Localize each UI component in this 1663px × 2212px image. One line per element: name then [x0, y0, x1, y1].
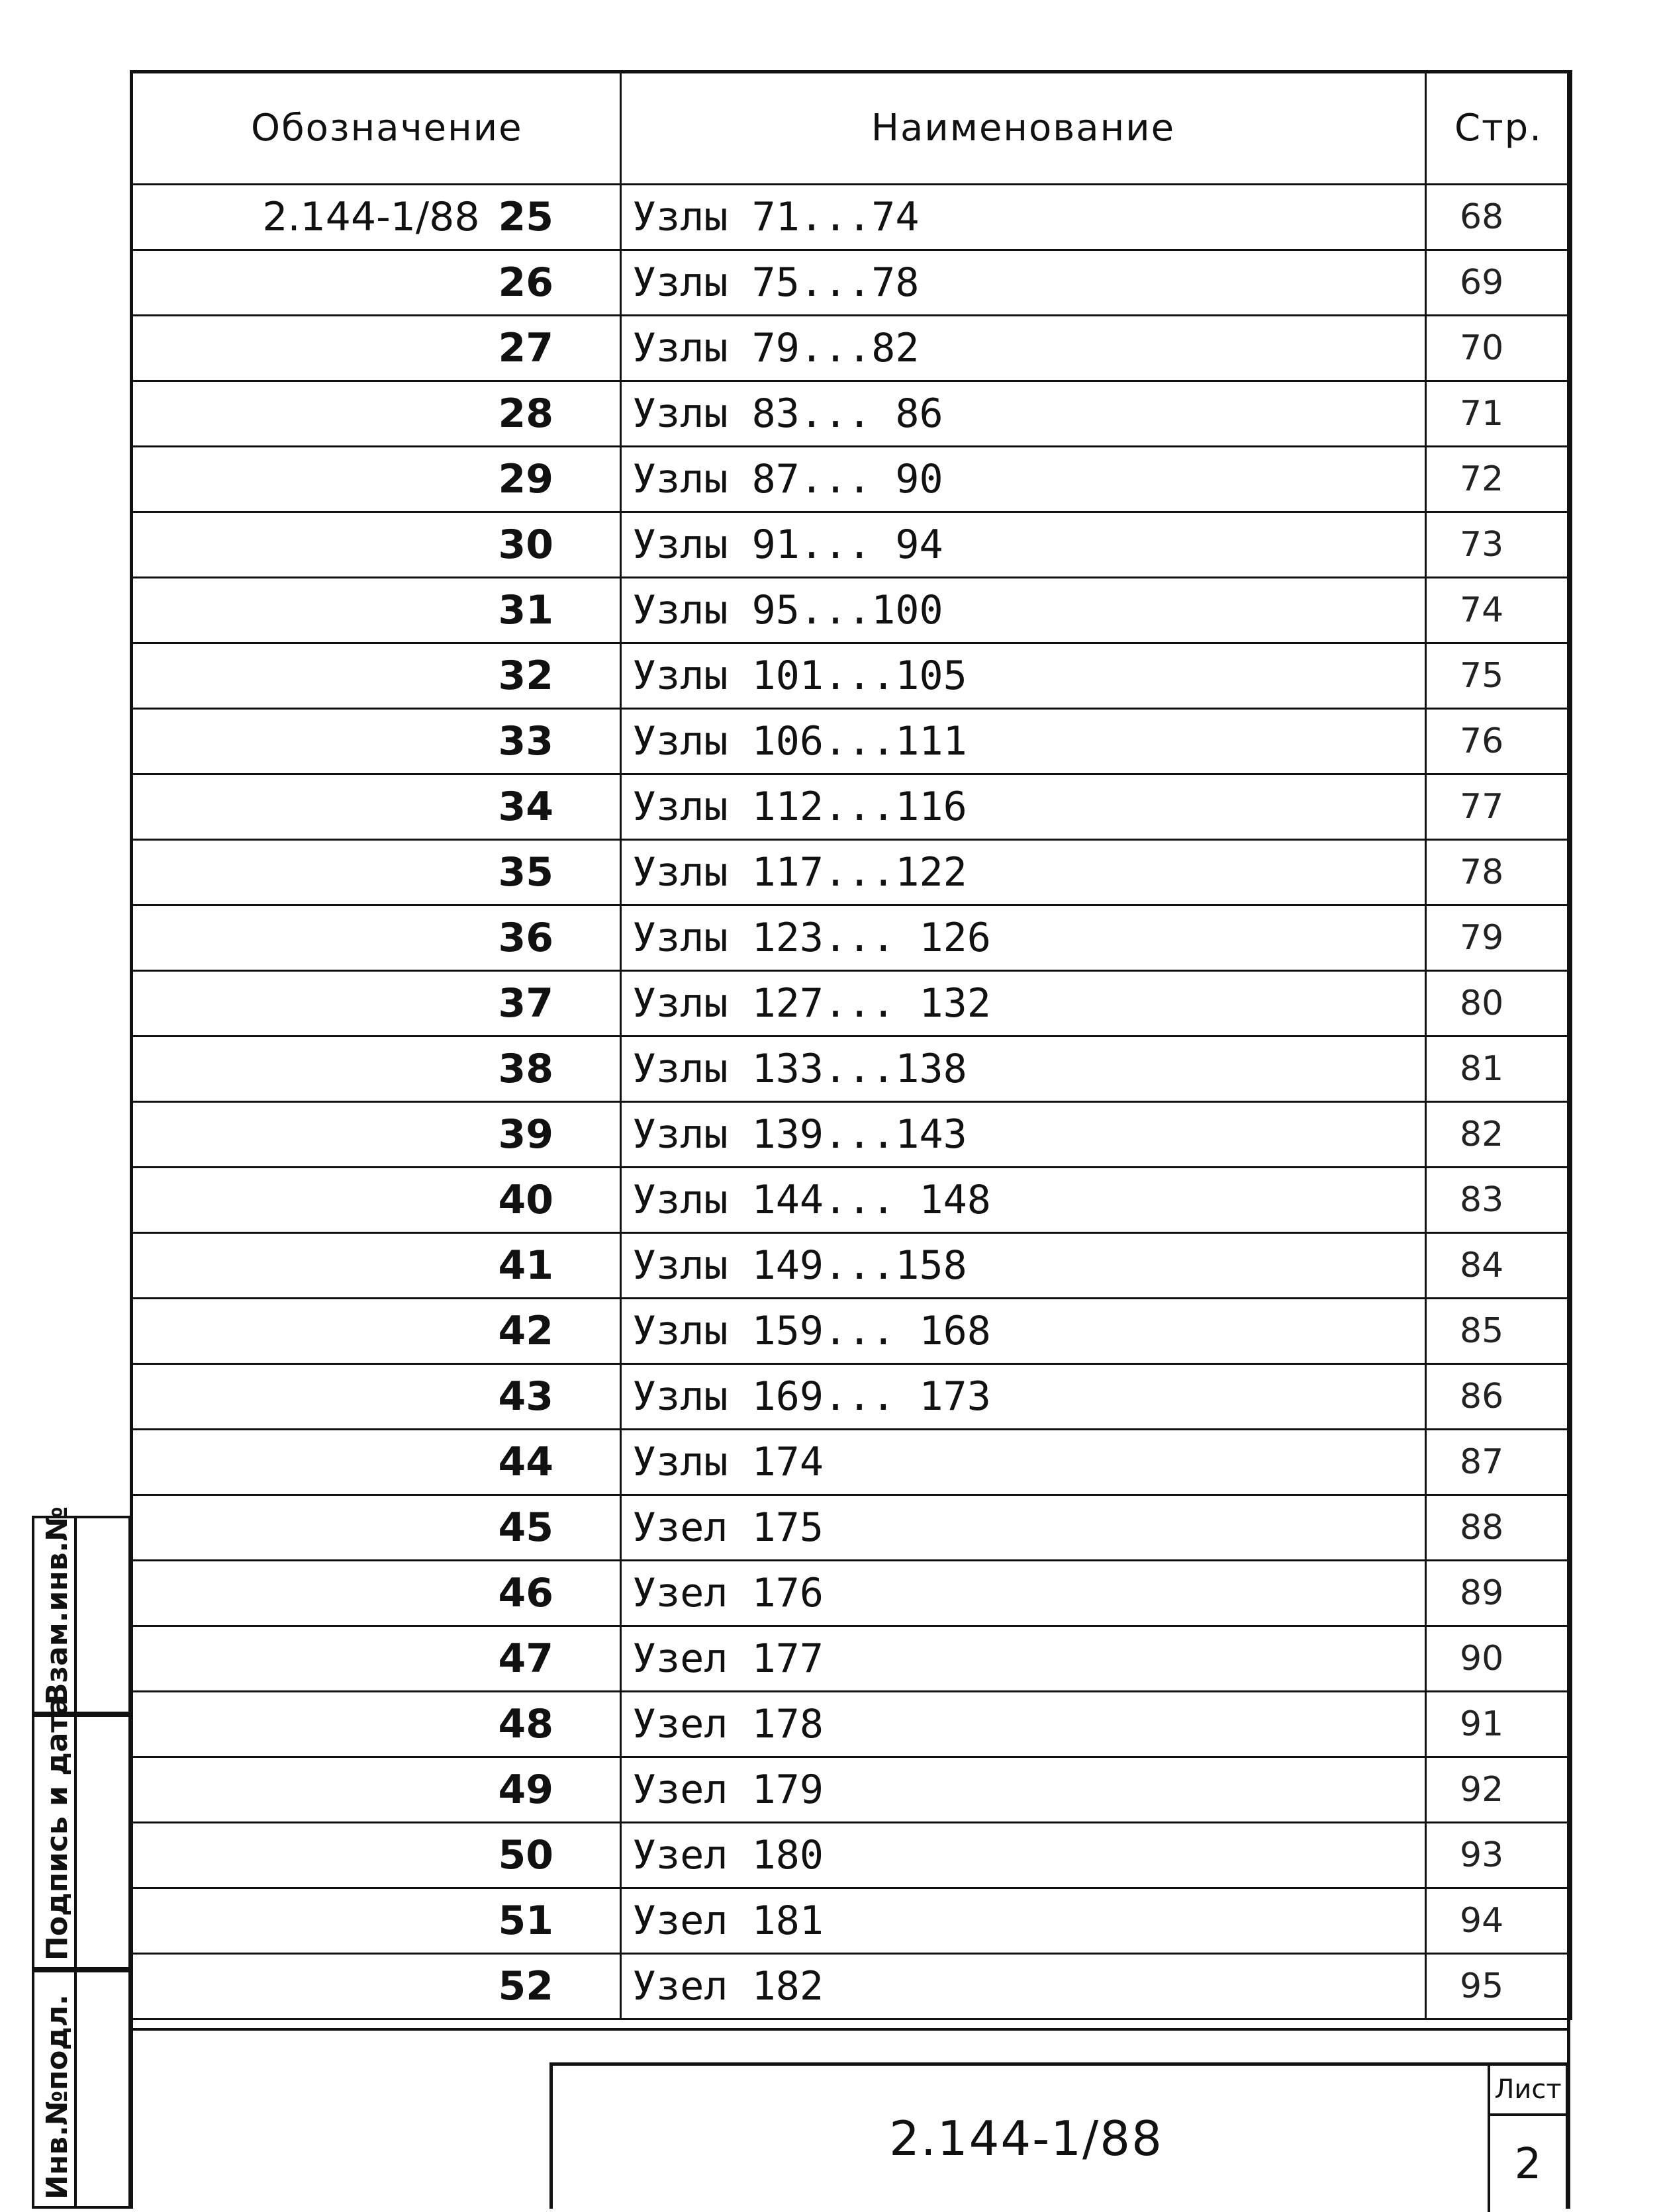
page-cell: 82 [1426, 1102, 1572, 1168]
table-row [131, 1495, 1572, 1561]
designation-cell [131, 1233, 621, 1299]
designation-number: 39 [498, 1111, 553, 1158]
designation-cell [131, 447, 621, 512]
designation-number: 34 [498, 784, 553, 830]
name-cell: Узлы 149...158 [621, 1233, 1426, 1299]
page-cell: 91 [1426, 1692, 1572, 1757]
name-cell: Узлы 75...78 [621, 250, 1426, 316]
designation-cell [131, 1364, 621, 1430]
name-cell: Узел 175 [621, 1495, 1426, 1561]
name-cell: Узел 182 [621, 1954, 1426, 2019]
table-row [131, 774, 1572, 840]
page-cell: 68 [1426, 185, 1572, 250]
name-cell: Узел 180 [621, 1823, 1426, 1888]
designation-cell [131, 1626, 621, 1692]
page-cell: 83 [1426, 1168, 1572, 1233]
designation-number: 47 [498, 1636, 553, 1682]
page-cell: 95 [1426, 1954, 1572, 2019]
header-designation: Обозначение [131, 71, 621, 185]
frame-divider-line [130, 2028, 1570, 2031]
name-cell: Узлы 144... 148 [621, 1168, 1426, 1233]
page-cell: 79 [1426, 905, 1572, 971]
sheet-number: 2 [1514, 2139, 1542, 2189]
designation-cell [131, 1430, 621, 1495]
table-row [131, 1692, 1572, 1757]
page-cell: 72 [1426, 447, 1572, 512]
table-row [131, 1626, 1572, 1692]
table-row [131, 512, 1572, 578]
title-block [549, 2062, 1569, 2209]
page-cell: 84 [1426, 1233, 1572, 1299]
table-row [131, 1561, 1572, 1626]
page-cell: 75 [1426, 643, 1572, 709]
table-row [131, 250, 1572, 316]
table-body [131, 185, 1572, 2019]
table-row [131, 1037, 1572, 1102]
page-cell: 77 [1426, 774, 1572, 840]
stamp-sign-date-label: Подпись и дата [40, 1696, 74, 1960]
designation-cell [131, 1102, 621, 1168]
page-cell: 86 [1426, 1364, 1572, 1430]
page-cell: 92 [1426, 1757, 1572, 1823]
designation-cell [131, 1495, 621, 1561]
table-row [131, 1233, 1572, 1299]
name-cell: Узлы 159... 168 [621, 1299, 1426, 1364]
name-cell: Узлы 133...138 [621, 1037, 1426, 1102]
designation-cell [131, 381, 621, 447]
page-cell: 90 [1426, 1626, 1572, 1692]
stamp-inv-replace [32, 1506, 131, 1714]
designation-number: 25 [498, 194, 553, 240]
page-cell: 89 [1426, 1561, 1572, 1626]
page-cell: 76 [1426, 709, 1572, 774]
designation-cell [131, 512, 621, 578]
designation-number: 42 [498, 1308, 553, 1354]
designation-cell [131, 316, 621, 381]
designation-number: 29 [498, 456, 553, 502]
sheet-label: Лист [1490, 2066, 1566, 2116]
name-cell: Узлы 91... 94 [621, 512, 1426, 578]
page-cell: 87 [1426, 1430, 1572, 1495]
header-name: Наименование [621, 71, 1426, 185]
designation-cell [131, 905, 621, 971]
table-row [131, 1954, 1572, 2019]
designation-number: 38 [498, 1046, 553, 1092]
table-row [131, 1823, 1572, 1888]
table-row [131, 905, 1572, 971]
designation-cell [131, 1168, 621, 1233]
name-cell: Узлы 117...122 [621, 840, 1426, 905]
table-row [131, 381, 1572, 447]
table-row [131, 447, 1572, 512]
table-row [131, 316, 1572, 381]
designation-number: 50 [498, 1832, 553, 1878]
table-header-row [131, 71, 1572, 185]
page-cell: 74 [1426, 578, 1572, 643]
table-row [131, 1299, 1572, 1364]
designation-cell [131, 1561, 621, 1626]
name-cell: Узлы 139...143 [621, 1102, 1426, 1168]
specification-table [130, 70, 1572, 2020]
designation-cell [131, 840, 621, 905]
designation-cell [131, 1299, 621, 1364]
name-cell: Узел 176 [621, 1561, 1426, 1626]
designation-number: 40 [498, 1177, 553, 1223]
name-cell: Узел 179 [621, 1757, 1426, 1823]
table-row [131, 578, 1572, 643]
name-cell: Узлы 127... 132 [621, 971, 1426, 1037]
designation-number: 33 [498, 718, 553, 764]
table-row [131, 709, 1572, 774]
sheet-number-box [1488, 2066, 1566, 2212]
designation-number: 28 [498, 391, 553, 437]
designation-number: 32 [498, 653, 553, 699]
designation-cell [131, 185, 621, 250]
page-cell: 80 [1426, 971, 1572, 1037]
designation-number: 35 [498, 849, 553, 896]
designation-number: 41 [498, 1242, 553, 1289]
name-cell: Узлы 71...74 [621, 185, 1426, 250]
designation-cell [131, 1692, 621, 1757]
designation-number: 51 [498, 1898, 553, 1944]
table-row [131, 1364, 1572, 1430]
designation-number: 27 [498, 325, 553, 371]
name-cell: Узлы 101...105 [621, 643, 1426, 709]
table-row [131, 971, 1572, 1037]
page-cell: 78 [1426, 840, 1572, 905]
designation-cell [131, 1757, 621, 1823]
page-cell: 70 [1426, 316, 1572, 381]
document-code: 2.144-1/88 [889, 2111, 1163, 2166]
name-cell: Узел 177 [621, 1626, 1426, 1692]
designation-cell [131, 643, 621, 709]
page-cell: 85 [1426, 1299, 1572, 1364]
name-cell: Узлы 106...111 [621, 709, 1426, 774]
designation-number: 26 [498, 259, 553, 306]
name-cell: Узлы 87... 90 [621, 447, 1426, 512]
designation-cell [131, 709, 621, 774]
designation-prefix: 2.144-1/88 [262, 194, 480, 240]
stamp-inv-orig-label: Инв.№подл. [40, 1994, 74, 2199]
designation-number: 45 [498, 1504, 553, 1551]
designation-number: 37 [498, 980, 553, 1027]
table-row [131, 643, 1572, 709]
name-cell: Узлы 112...116 [621, 774, 1426, 840]
page-cell: 73 [1426, 512, 1572, 578]
table-row [131, 1757, 1572, 1823]
table-row [131, 1102, 1572, 1168]
table-row [131, 1168, 1572, 1233]
name-cell: Узел 178 [621, 1692, 1426, 1757]
name-cell: Узлы 83... 86 [621, 381, 1426, 447]
designation-number: 52 [498, 1963, 553, 2009]
name-cell: Узлы 79...82 [621, 316, 1426, 381]
table-row [131, 1430, 1572, 1495]
table-row [131, 185, 1572, 250]
name-cell: Узел 181 [621, 1888, 1426, 1954]
designation-number: 31 [498, 587, 553, 633]
page-cell: 88 [1426, 1495, 1572, 1561]
name-cell: Узлы 95...100 [621, 578, 1426, 643]
name-cell: Узлы 169... 173 [621, 1364, 1426, 1430]
designation-cell [131, 250, 621, 316]
designation-cell [131, 774, 621, 840]
designation-number: 43 [498, 1373, 553, 1420]
designation-number: 30 [498, 522, 553, 568]
header-page: Стр. [1426, 71, 1572, 185]
page-cell: 71 [1426, 381, 1572, 447]
designation-cell [131, 1954, 621, 2019]
designation-number: 48 [498, 1701, 553, 1747]
page-cell: 93 [1426, 1823, 1572, 1888]
designation-cell [131, 1888, 621, 1954]
stamp-sign-date [32, 1696, 131, 1970]
designation-cell [131, 1823, 621, 1888]
name-cell: Узлы 174 [621, 1430, 1426, 1495]
designation-cell [131, 1037, 621, 1102]
page-cell: 81 [1426, 1037, 1572, 1102]
stamp-inv-replace-label: Взам.инв.№ [40, 1506, 74, 1705]
table-row [131, 1888, 1572, 1954]
page-cell: 94 [1426, 1888, 1572, 1954]
table-row [131, 840, 1572, 905]
designation-number: 49 [498, 1767, 553, 1813]
page-cell: 69 [1426, 250, 1572, 316]
designation-number: 44 [498, 1439, 553, 1485]
designation-number: 46 [498, 1570, 553, 1616]
designation-number: 36 [498, 915, 553, 961]
name-cell: Узлы 123... 126 [621, 905, 1426, 971]
designation-cell [131, 578, 621, 643]
stamp-inv-orig [32, 1970, 131, 2209]
designation-cell [131, 971, 621, 1037]
